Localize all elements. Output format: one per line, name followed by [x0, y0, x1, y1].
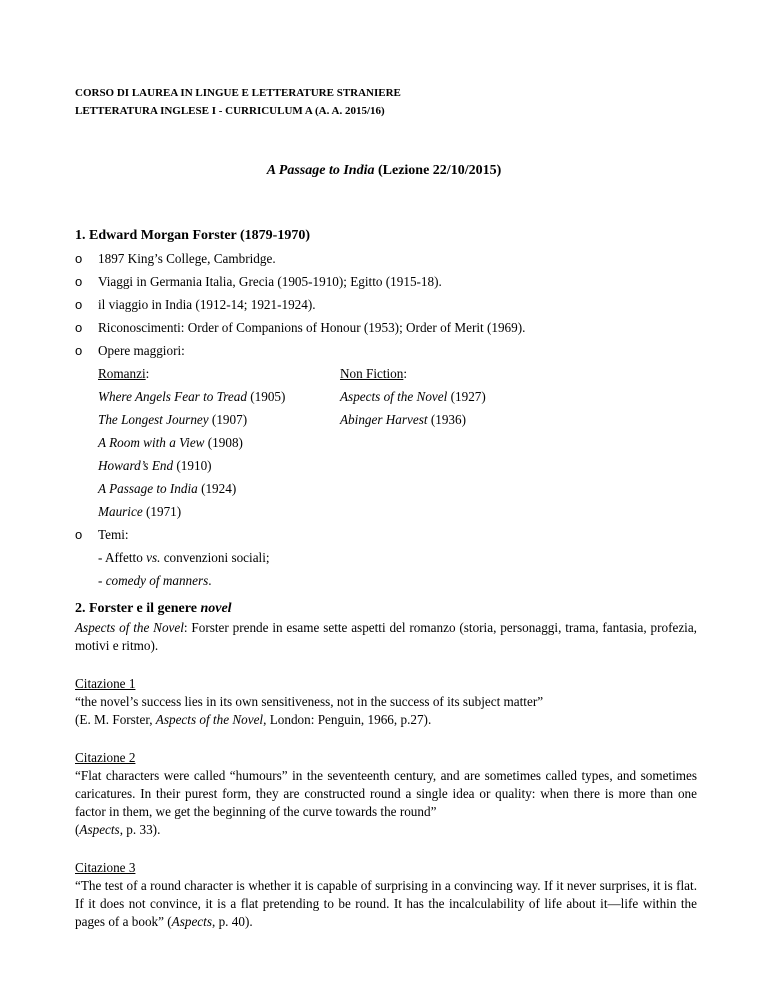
title-lesson: (Lezione 22/10/2015)	[374, 163, 502, 178]
bullet-marker: o	[75, 274, 83, 289]
theme-item: - Affetto vs. convenzioni sociali;	[98, 550, 270, 565]
section2-intro: Aspects of the Novel: Forster prende in esame sette aspetti del romanzo (storia, personaggi, trama, fantasia, profezia, motivi e ritmo).	[75, 620, 697, 653]
novel-item: Maurice (1971)	[98, 504, 182, 519]
novel-item: The Longest Journey (1907)	[98, 412, 248, 427]
quote-text: “the novel’s success lies in its own sensitiveness, not in the success of its subject matter”	[75, 694, 544, 709]
quote-source: (Aspects, p. 33).	[75, 822, 161, 837]
course-header-line1: CORSO DI LAUREA IN LINGUE E LETTERATURE STRANIERE	[75, 87, 401, 99]
bullet-marker: o	[75, 251, 83, 266]
novel-item: A Passage to India (1924)	[98, 481, 237, 496]
bullet-marker: o	[75, 320, 83, 335]
bio-item: Riconoscimenti: Order of Companions of Honour (1953); Order of Merit (1969).	[98, 320, 526, 335]
novels-label: Romanzi:	[98, 366, 150, 381]
bio-item: il viaggio in India (1912-14; 1921-1924).	[98, 297, 316, 312]
theme-item: - comedy of manners.	[98, 573, 212, 588]
themes-label: Temi:	[98, 527, 129, 542]
nonfiction-label: Non Fiction:	[340, 366, 408, 381]
document-title	[0, 163, 768, 179]
quote-label: Citazione 2	[75, 750, 136, 765]
quote-label: Citazione 1	[75, 676, 136, 691]
bio-item: 1897 King’s College, Cambridge.	[98, 251, 276, 266]
section2-heading: 2. Forster e il genere novel	[75, 601, 232, 616]
section1-heading: 1. Edward Morgan Forster (1879-1970)	[75, 228, 310, 243]
bullet-marker: o	[75, 297, 83, 312]
title-work: A Passage to India	[266, 163, 375, 178]
novel-item: A Room with a View (1908)	[98, 435, 243, 450]
bio-item: Viaggi in Germania Italia, Grecia (1905-1910); Egitto (1915-18).	[98, 274, 442, 289]
bio-item: Opere maggiori:	[98, 343, 185, 358]
quote-label: Citazione 3	[75, 860, 136, 875]
bullet-marker: o	[75, 343, 83, 358]
quote-source: (E. M. Forster, Aspects of the Novel, London: Penguin, 1966, p.27).	[75, 712, 432, 727]
bullet-marker: o	[75, 527, 83, 542]
course-header-line2: LETTERATURA INGLESE I - CURRICULUM A (A. A. 2015/16)	[75, 105, 385, 117]
quote-text: “Flat characters were called “humours” in the seventeenth century, and are sometimes called types, and sometimes caricatures. In their purest form, they are constructed round a single idea or quality: when there is more than one factor in them, we get the beginning of the curve towards the round”	[75, 768, 697, 819]
nonfiction-item: Aspects of the Novel (1927)	[340, 389, 486, 404]
quote-text: “The test of a round character is whether it is capable of surprising in a convincing way. If it never surprises, it is flat. If it does not convince, it is a flat pretending to be round. It has the incalculability of life about it—life within the pages of a book” (Aspects, p. 40).	[75, 878, 697, 929]
novel-item: Where Angels Fear to Tread (1905)	[98, 389, 286, 404]
nonfiction-item: Abinger Harvest (1936)	[340, 412, 467, 427]
novel-item: Howard’s End (1910)	[98, 458, 212, 473]
